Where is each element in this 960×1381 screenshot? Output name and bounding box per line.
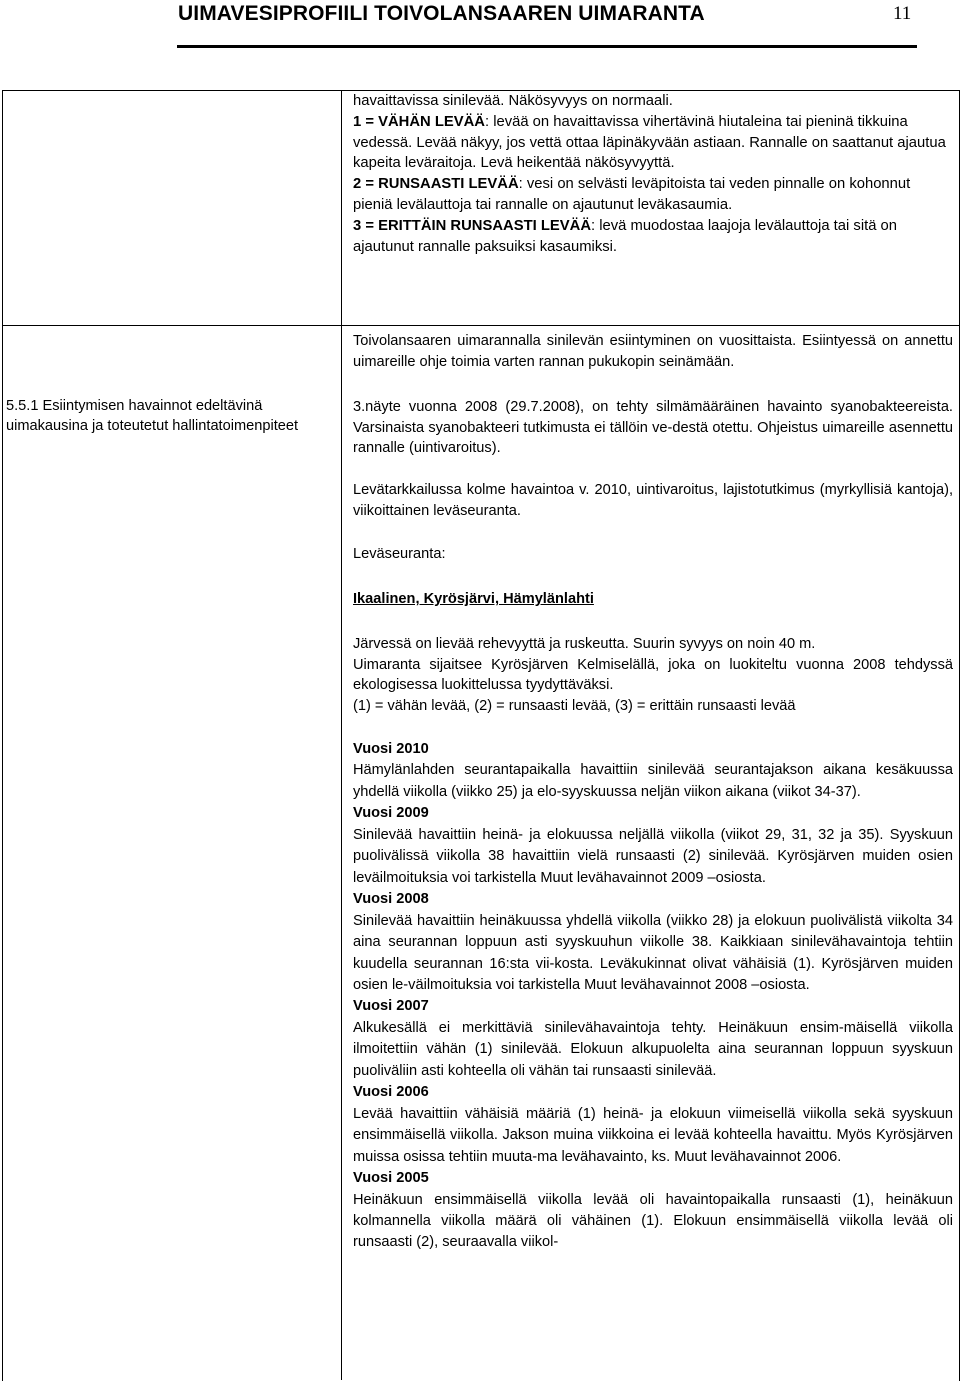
year-2008-title: Vuosi 2008 — [353, 891, 429, 908]
algae-scale-cell — [353, 91, 953, 257]
scale-level-1-text: : levää on havaittavissa vihertävinä hiutaleina tai pieninä tikkuina vedessä. Levää näkyy, jos vettä ottaa läpinäkyvään astiaan. Rannalle on saattanut ajautua kapeita leväraitoja. Levä heikentää näkösyvyyttä. — [353, 113, 946, 172]
scale-level-1-key: 1 = VÄHÄN LEVÄÄ — [353, 113, 485, 130]
scale-level-1 — [353, 112, 953, 174]
year-2009-text: Sinilevää havaittiin heinä- ja elokuussa neljällä viikolla (viikot 29, 31, 32 ja 35). Syyskuun puolivälissä viikolla 38 havaittiin vielä runsaasti (2) sinilevää. Kyrösjärven muiden osien leväilmoituksia voi tarkistella Muut levähavainnot 2009 –osiosta. — [353, 826, 953, 886]
column-divider — [341, 90, 342, 1380]
year-2010-title: Vuosi 2010 — [353, 741, 429, 757]
intro-paragraph-2: 3.näyte vuonna 2008 (29.7.2008), on tehty silmämääräinen havainto syanobakteereista. Varsinaista syanobakteeri tutkimusta ei tällöin ve-destä otettu. Ohjeistus uimareille asennettu rannalle (uintivaroitus). — [353, 399, 953, 457]
scale-level-2 — [353, 174, 953, 216]
year-2010-text: Hämylänlahden seurantapaikalla havaittiin sinilevää seurantajakson aikana kesäkuussa yhdellä viikolla (viikko 25) ja elo-syyskuussa neljän viikon aikana (viikot 34-37). — [353, 762, 953, 800]
scale-level-2-text: : vesi on selvästi leväpitoista tai veden pinnalle on kohonnut pieniä levälauttoja tai rannalle on ajautunut leväkasaumia. — [353, 176, 911, 213]
location-heading: Ikaalinen, Kyrösjärvi, Hämylänlahti — [353, 591, 594, 607]
year-2008-text: Sinilevää havaittiin heinäkuussa yhdellä viikolla (viikko 28) ja elokuun puolivälistä viikolta 34 aina seurannan loppuun asti syyskuuhun viikolle 38. Kaikkiaan sinilevähavaintoja tehtiin kuudella seurannan 16:sta vii-kosta. Leväkukinnat olivat vähäisiä (1). Kyrösjärven muiden osien le-väilmoituksia voi tarkistella Muut levähavainnot 2008 –osiosta. — [353, 912, 953, 993]
header-rule — [177, 45, 917, 48]
page-number: 11 — [893, 3, 912, 24]
year-2006-title: Vuosi 2006 — [353, 1084, 429, 1101]
yearly-observations — [353, 739, 953, 1254]
scale-level-3-text: : levä muodostaa laajoja levälauttoja tai sitä on ajautunut rannalle paksuiksi kasaumiksi. — [353, 217, 898, 255]
monitoring-heading: Leväseuranta: — [353, 546, 446, 562]
scale-line: (1) = vähän levää, (2) = runsaasti levää, (3) = erittäin runsaasti levää — [353, 697, 796, 714]
lake-description — [353, 634, 953, 716]
row-divider — [2, 325, 959, 326]
year-2006-text: Levää havaittiin vähäisiä määriä (1) heinä- ja elokuun viimeisellä viikolla sekä syyskuun ensimmäisellä viikolla. Jakson muina viikkoina ei levää kohteella havaittu. Myös Kyrösjärven muissa osissa tehtiin muuta-ma levähavainto, ks. Muut levähavainnot 2006. — [353, 1105, 953, 1165]
scale-level-3-key: 3 = ERITTÄIN RUNSAASTI LEVÄÄ — [353, 217, 592, 234]
year-2007-text: Alkukesällä ei merkittäviä sinilevähavaintoja tehty. Heinäkuun ensim-mäisellä viikolla ilmoitettiin vähän (1) sinilevää. Elokuun alkupuolelta aina seurannan loppuun syyskuun puoliväliin asti kohteella oli vähän tai runsaasti sinilevää. — [353, 1019, 953, 1079]
year-2005-title: Vuosi 2005 — [353, 1170, 429, 1187]
lake-description-1: Järvessä on lievää rehevyyttä ja ruskeutta. Suurin syvyys on noin 40 m. — [353, 636, 816, 652]
page-header — [0, 0, 960, 50]
intro-paragraph-3: Levätarkkailussa kolme havaintoa v. 2010, uintivaroitus, lajistotutkimus (myrkyllisiä kantoja), viikoittainen leväseuranta. — [353, 482, 953, 519]
year-2009-title: Vuosi 2009 — [353, 805, 429, 822]
intro-paragraph-1: Toivolansaaren uimarannalla sinilevän esiintyminen on vuosittaista. Esiintyessä on annettu uimareille ohje toimia varten rannan pukukopin seinämään. — [353, 333, 953, 370]
year-2007-title: Vuosi 2007 — [353, 998, 429, 1015]
scale-intro: havaittavissa sinilevää. Näkösyvyys on normaali. — [353, 93, 673, 109]
lake-description-2: Uimaranta sijaitsee Kyrösjärven Kelmiselällä, joka on luokiteltu vuonna 2008 tehdyssä ekologisessa luokittelussa tyydyttäväksi. — [353, 656, 953, 694]
scale-level-3 — [353, 216, 953, 258]
scale-level-2-key: 2 = RUNSAASTI LEVÄÄ — [353, 176, 519, 193]
document-title: UIMAVESIPROFIILI TOIVOLANSAAREN UIMARANTA — [178, 2, 705, 25]
year-2005-text: Heinäkuun ensimmäisellä viikolla levää oli havaintopaikalla runsaasti (1), heinäkuun kolmannella viikolla määrä oli vähäinen (1). Elokuun ensimmäisellä viikolla levää oli runsaasti (2), seuraavalla viikol- — [353, 1191, 953, 1251]
section-label: 5.5.1 Esiintymisen havainnot edeltävinä uimakausina ja toteutetut hallintatoimenpiteet — [6, 398, 299, 434]
